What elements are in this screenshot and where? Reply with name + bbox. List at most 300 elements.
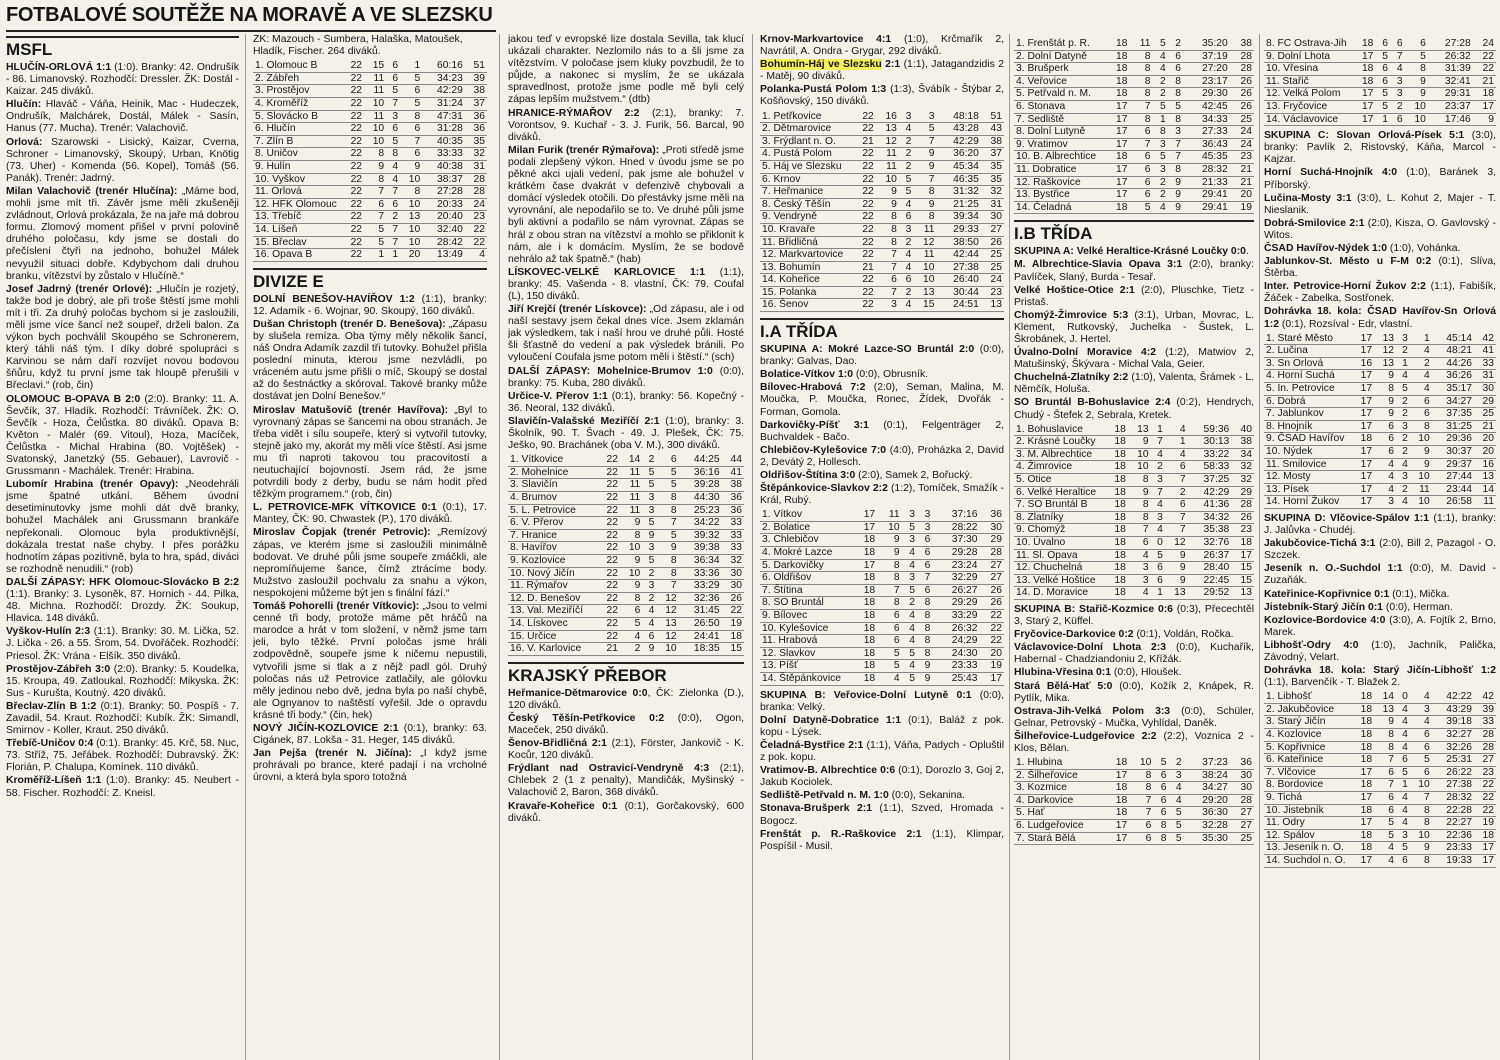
stat-cell: 3: [1152, 138, 1167, 151]
team-name-cell: 9. Kozlovice: [508, 554, 598, 567]
stat-cell: 21: [598, 643, 620, 656]
table-row: [508, 454, 744, 466]
article-paragraph: ČSAD Havířov-Nýdek 1:0 (1:0), Vohánka.: [1264, 243, 1461, 254]
stat-cell: 24: [981, 274, 1004, 287]
team-name-cell: 9. Chomýž: [1014, 524, 1105, 537]
stat-cell: 17: [853, 509, 877, 521]
table-row: [508, 466, 744, 479]
article-paragraph: L. PETROVICE-MFK VÍTKOVICE 0:1 (0:1), 17. Mantey, ČK: 90. Chwastek (P.), 170 diváků.: [253, 502, 487, 526]
stat-cell: 7: [1129, 138, 1152, 151]
table-row: [1264, 370, 1496, 383]
stat-cell: 6: [1374, 792, 1396, 805]
article-paragraph: Frýdlant nad Ostravicí-Vendryně 4:3 (2:1), Chlebek 2 (1 z penalty), Mandičák, Myšinský - Valachovič 2, Baron, 368 diváků.: [508, 763, 744, 799]
table-row: [760, 249, 1004, 262]
stat-cell: 24: [1230, 138, 1254, 151]
stat-cell: 3: [1390, 75, 1405, 88]
stat-cell: 8: [656, 554, 678, 567]
team-name-cell: 15. Určice: [508, 630, 598, 643]
stat-cell: 8: [1129, 113, 1152, 126]
stat-cell: 4: [386, 160, 400, 173]
stat-cell: 24:51: [936, 299, 980, 312]
stat-cell: 22: [598, 466, 620, 479]
article-paragraph: Stonava-Brušperk 2:1 (1:1), Szved, Hromada - Bogocz.: [760, 803, 1004, 827]
team-name-cell: 11. Smilovice: [1264, 458, 1352, 471]
stat-cell: 29:36: [1432, 433, 1474, 446]
stat-cell: 17: [1352, 333, 1374, 345]
team-name-cell: 7. Hranice: [508, 529, 598, 542]
stat-cell: 45:14: [1432, 333, 1474, 345]
stat-cell: 8: [917, 597, 932, 610]
stat-cell: 7: [1151, 436, 1165, 449]
stat-cell: 2: [1151, 461, 1165, 474]
team-name-cell: 14. Lískovec: [508, 617, 598, 630]
stat-cell: 42:44: [936, 249, 980, 262]
stat-cell: 9: [877, 534, 901, 547]
stat-cell: 4: [1165, 424, 1188, 436]
team-name-cell: 6. Stonava: [1014, 100, 1105, 113]
stat-cell: 17: [1105, 832, 1129, 845]
stat-cell: 9: [1410, 458, 1432, 471]
stat-cell: 29:37: [1432, 458, 1474, 471]
stat-cell: 3: [899, 111, 914, 123]
stat-cell: 3: [1128, 574, 1151, 587]
stat-cell: 42:45: [1183, 100, 1230, 113]
stat-cell: 8: [1410, 804, 1432, 817]
stat-cell: 26:50: [679, 617, 722, 630]
stat-cell: 18: [853, 584, 877, 597]
team-name-cell: 10. Nýdek: [1264, 446, 1352, 459]
table-row: [508, 554, 744, 567]
team-name-cell: 2. Mohelnice: [508, 466, 598, 479]
stat-cell: 22: [853, 236, 876, 249]
stat-cell: 15: [722, 643, 744, 656]
article-paragraph: SKUPINA C: Slovan Orlová-Písek 5:1 (3:0), branky: Pavlík 2, Ristovský, Káňa, Marcol - Kajzar.: [1264, 130, 1496, 166]
table-row: [1264, 357, 1496, 370]
stat-cell: 18: [853, 597, 877, 610]
col2-paras: [253, 294, 487, 785]
stat-cell: 6: [1168, 50, 1183, 63]
stat-cell: 34:23: [422, 72, 465, 85]
table-row: [253, 186, 487, 199]
stat-cell: 12: [656, 630, 678, 643]
stat-cell: 32:28: [1184, 820, 1230, 833]
stat-cell: 10: [1410, 433, 1432, 446]
article-paragraph: SKUPINA A: Velké Heraltice-Krásné Loučky 0:0.: [1014, 246, 1249, 258]
team-name-cell: 15. Polanka: [760, 286, 853, 299]
col4-paras3: [760, 690, 1004, 853]
stat-cell: 1: [1165, 436, 1188, 449]
stat-cell: 22: [853, 223, 876, 236]
stat-cell: 7: [876, 261, 899, 274]
section-title-ia-trida: I.A TŘÍDA: [760, 318, 1004, 342]
stat-cell: 22: [342, 173, 364, 186]
stat-cell: 11: [620, 479, 642, 492]
stat-cell: 5: [899, 186, 914, 199]
team-name-cell: 16. V. Karlovice: [508, 643, 598, 656]
article-paragraph: Darkovičky-Píšť 3:1 (0:1), Felgenträger 2, Buchvaldek - Bačo.: [760, 419, 1004, 443]
stat-cell: 34:22: [679, 517, 722, 530]
stat-cell: 16: [1474, 458, 1496, 471]
team-name-cell: 8. Dolní Lutyně: [1014, 126, 1105, 139]
stat-cell: 3: [899, 223, 914, 236]
stat-cell: 9: [877, 547, 901, 560]
stat-cell: 23: [981, 286, 1004, 299]
stat-cell: 23: [1230, 151, 1254, 164]
stat-cell: 27: [1474, 754, 1496, 767]
table-row: [1264, 446, 1496, 459]
stat-cell: 3: [1151, 474, 1165, 487]
table-row: [760, 148, 1004, 161]
stat-cell: 22: [598, 567, 620, 580]
article-paragraph: Dobrá-Smilovice 2:1 (2:0), Kisza, O. Gavlovský - Witos.: [1264, 217, 1496, 241]
article-paragraph: SKUPINA B: Veřovice-Dolní Lutyně 0:1 (0:0), branka: Velký.: [760, 689, 1004, 713]
stat-cell: 17: [1474, 855, 1496, 868]
team-name-cell: 4. Darkovice: [1014, 794, 1105, 807]
stat-cell: 29:28: [932, 547, 979, 560]
stat-cell: 17: [980, 673, 1005, 686]
stat-cell: 22: [598, 554, 620, 567]
stat-cell: 18: [853, 635, 877, 648]
stat-cell: 10: [1410, 829, 1432, 842]
stat-cell: 18: [1105, 807, 1129, 820]
team-name-cell: 4. Mokré Lazce: [760, 547, 853, 560]
stat-cell: 9: [1374, 408, 1396, 421]
team-name-cell: 5. Darkovičky: [760, 559, 853, 572]
stat-cell: 32:36: [679, 592, 722, 605]
stat-cell: 3: [902, 509, 917, 521]
table-row: [508, 542, 744, 555]
stat-cell: 7: [1374, 779, 1396, 792]
team-name-cell: 9. Bílovec: [760, 610, 853, 623]
stat-cell: 6: [1153, 769, 1168, 782]
stat-cell: 4: [1151, 524, 1165, 537]
stat-cell: 18: [1105, 50, 1129, 63]
stat-cell: 6: [400, 148, 422, 161]
stat-cell: 4: [642, 605, 656, 618]
stat-cell: 27:28: [1428, 38, 1473, 50]
stat-cell: 20:40: [422, 211, 465, 224]
stat-cell: 9: [1410, 446, 1432, 459]
stat-cell: 5: [1129, 201, 1152, 214]
article-paragraph: Sedliště-Petřvald n. M. 1:0 (0:0), Sekanina.: [760, 790, 966, 802]
stat-cell: 28:32: [1432, 792, 1474, 805]
stat-cell: 37:30: [932, 534, 979, 547]
stat-cell: 28: [465, 173, 487, 186]
team-name-cell: 13. Val. Meziříčí: [508, 605, 598, 618]
stat-cell: 35:38: [1188, 524, 1232, 537]
column-3: [508, 34, 744, 1060]
stat-cell: 8: [913, 186, 936, 199]
stat-cell: 18: [1352, 729, 1374, 742]
stat-cell: 39:38: [679, 542, 722, 555]
team-name-cell: 7. Štítina: [760, 584, 853, 597]
stat-cell: 2: [1168, 38, 1183, 50]
stat-cell: 6: [1153, 794, 1168, 807]
article-paragraph: Libhošť-Odry 4:0 (1:0), Jachník, Palička, Závodný, Velart.: [1264, 639, 1496, 663]
table-row: [1014, 807, 1254, 820]
table-row: [508, 617, 744, 630]
stat-cell: 35: [981, 173, 1004, 186]
standings-ib-skupina-a: [1014, 424, 1254, 600]
stat-cell: 8: [1374, 383, 1396, 396]
stat-cell: 26: [981, 236, 1004, 249]
stat-cell: 23: [465, 211, 487, 224]
table-row: [1014, 587, 1254, 600]
standings-ib-skupina-b-cont: [1264, 38, 1496, 126]
stat-cell: 5: [1374, 817, 1396, 830]
stat-cell: 18: [1105, 38, 1129, 50]
team-name-cell: 12. Mosty: [1264, 471, 1352, 484]
stat-cell: 4: [1165, 448, 1188, 461]
team-name-cell: 3. Sn Orlová: [1264, 357, 1352, 370]
article-paragraph: Kozlovice-Bordovice 4:0 (3:0), A. Fojtík 2, Brno, Marek.: [1264, 614, 1496, 638]
stat-cell: 6: [1375, 75, 1390, 88]
stat-cell: 11: [1129, 38, 1152, 50]
stat-cell: 32: [1231, 474, 1254, 487]
stat-cell: 5: [642, 554, 656, 567]
team-name-cell: 13. Bohumín: [760, 261, 853, 274]
stat-cell: 30: [981, 211, 1004, 224]
table-row: [253, 110, 487, 123]
team-name-cell: 14. Suchdol n. O.: [1264, 855, 1352, 868]
stat-cell: 21: [853, 135, 876, 148]
stat-cell: 13: [400, 211, 422, 224]
stat-cell: 10: [1410, 496, 1432, 509]
article-paragraph: Jakubčovice-Tichá 3:1 (2:0), Bill 2, Pazagol - O. Szczek.: [1264, 538, 1496, 562]
article-paragraph: Třebíč-Uničov 0:4 (0:1). Branky: 45. Krč, 58. Nuc, 73. Stříž, 75. Jeřábek. Rozhodčí: Dubravský. ŽK: Florián, P. Chalupa, Komínek. 110 diváků.: [6, 738, 239, 774]
stat-cell: 7: [1165, 524, 1188, 537]
standings-ia-skupina-b: [1014, 38, 1254, 214]
stat-cell: 9: [876, 198, 899, 211]
stat-cell: 22: [342, 236, 364, 249]
stat-cell: 20: [980, 647, 1005, 660]
stat-cell: 5: [1396, 766, 1410, 779]
stat-cell: 4: [899, 123, 914, 136]
stat-cell: 8: [1405, 63, 1428, 76]
article-paragraph: Oldřišov-Štítina 3:0 (2:0), Samek 2, Bořucký.: [760, 470, 973, 481]
stat-cell: 11: [364, 72, 386, 85]
stat-cell: 18: [1105, 448, 1128, 461]
table-row: [1264, 703, 1496, 716]
article-paragraph: Kroměříž-Líšeň 1:1 (1:0). Branky: 45. Neubert - 58. Fischer. Rozhodčí: Z. Kneisl.: [6, 775, 239, 799]
team-name-cell: 14. Štěpánkovice: [760, 673, 853, 686]
stat-cell: 30: [1230, 782, 1254, 795]
table-row: [1014, 100, 1254, 113]
page-header: [6, 4, 496, 32]
stat-cell: 8: [620, 592, 642, 605]
col1-paras: [6, 62, 239, 800]
stat-cell: 6: [877, 622, 901, 635]
article-paragraph: Heřmanice-Dětmarovice 0:0, ČK: Zielonka (D.), 120 diváků.: [508, 687, 744, 711]
team-name-cell: 10. Nový Jičín: [508, 567, 598, 580]
stat-cell: 4: [642, 617, 656, 630]
team-name-cell: 6. Krnov: [760, 173, 853, 186]
table-row: [1264, 458, 1496, 471]
article-paragraph: Josef Jadrný (trenér Orlové): „Hlučín je rozjetý, takže bod je dobrý, ale při troše štěstí jsme mohli mít i tři. Za druhý poločas bychom si je zasloužili, měli jsme více šancí než soupeř, drželi balon. Za výkon bych pochválil Skoupého se Schronerem, který táhli náš tým. I díky dobré spolupráci s Karvinou se nám daří rozvíjet novou bodovou šňůru, když tu první jsme tak hloupě přerušili v Břeclavi.“ (rob, čin): [6, 283, 239, 392]
article-paragraph: Vyškov-Hulín 2:3 (1:1). Branky: 30. M. Lička, 52. J. Lička - 26. a 55. Šrom, 54. Dvořáček. Rozhodčí: Priesol. ŽK: Vrána - Elšík. 350 diváků.: [6, 626, 239, 662]
col4-paras: [760, 34, 1004, 109]
stat-cell: 8: [913, 211, 936, 224]
stat-cell: 9: [620, 554, 642, 567]
stat-cell: 4: [877, 673, 901, 686]
stat-cell: 10: [1410, 779, 1432, 792]
stat-cell: 4: [1410, 716, 1432, 729]
table-row: [1014, 549, 1254, 562]
stat-cell: 2: [1168, 757, 1183, 769]
stat-cell: 36:34: [679, 554, 722, 567]
stat-cell: 4: [899, 299, 914, 312]
table-row: [1264, 804, 1496, 817]
article-paragraph: Inter. Petrovice-Horní Žukov 2:2 (1:1), Fabišík, Žáček - Zabelka, Sostřonek.: [1264, 281, 1496, 305]
stat-cell: 4: [1374, 471, 1396, 484]
team-name-cell: 16. Šenov: [760, 299, 853, 312]
article-paragraph: Hlučín: Hlaváč - Váňa, Heinik, Mac - Hudeczek, Ondrušík, Malchárek, Dostál, Málek - Sasín, Hanus (77. Mucha). Trenér: Valachovič.: [6, 99, 239, 135]
table-row: [1264, 63, 1496, 76]
stat-cell: 17: [1352, 420, 1374, 433]
table-row: [253, 123, 487, 136]
team-name-cell: 7. Jablunkov: [1264, 408, 1352, 421]
stat-cell: 2: [1396, 345, 1410, 358]
stat-cell: 36: [1230, 757, 1254, 769]
stat-cell: 4: [620, 630, 642, 643]
stat-cell: 37:23: [1184, 757, 1230, 769]
stat-cell: 31:28: [422, 123, 465, 136]
stat-cell: 44:26: [1432, 357, 1474, 370]
stat-cell: 18: [853, 572, 877, 585]
stat-cell: 7: [1151, 486, 1165, 499]
stat-cell: 5: [1152, 38, 1167, 50]
stat-cell: 21: [853, 261, 876, 274]
stat-cell: 8: [364, 148, 386, 161]
stat-cell: 37: [465, 97, 487, 110]
stat-cell: 26: [980, 597, 1005, 610]
stat-cell: 46:35: [936, 173, 980, 186]
stat-cell: 26:27: [932, 584, 979, 597]
table-row: [760, 123, 1004, 136]
table-row: [1264, 483, 1496, 496]
stat-cell: 11: [620, 491, 642, 504]
team-name-cell: 6. Oldřišov: [760, 572, 853, 585]
stat-cell: 6: [1374, 420, 1396, 433]
stat-cell: 8: [1410, 817, 1432, 830]
article-paragraph: DALŠÍ ZÁPASY: HFK Olomouc-Slovácko B 2:2 (1:1). Branky: 3. Lysoněk, 87. Hornich - 44. Pilka, 48. Michna. Rozhodčí: Drozdy. ŽK: Soukup, Hlavica. 148 diváků.: [6, 576, 239, 625]
stat-cell: 9: [1168, 189, 1183, 202]
stat-cell: 18: [1352, 75, 1375, 88]
stat-cell: 1: [1151, 424, 1165, 436]
stat-cell: 24:41: [679, 630, 722, 643]
stat-cell: 8: [1129, 63, 1152, 76]
stat-cell: 2: [1396, 433, 1410, 446]
stat-cell: 29:41: [1183, 189, 1230, 202]
team-name-cell: 9. Vratimov: [1014, 138, 1105, 151]
stat-cell: 10: [400, 198, 422, 211]
stat-cell: 5: [1375, 88, 1390, 101]
stat-cell: 8: [1129, 782, 1153, 795]
team-name-cell: 4. Žimrovice: [1014, 461, 1105, 474]
team-name-cell: 11. Stařič: [1264, 75, 1352, 88]
stat-cell: 4: [1396, 496, 1410, 509]
stat-cell: 3: [1396, 420, 1410, 433]
stat-cell: 20: [400, 249, 422, 262]
stat-cell: 5: [877, 660, 901, 673]
stat-cell: 4: [1151, 448, 1165, 461]
stat-cell: 18: [722, 630, 744, 643]
stat-cell: 6: [400, 85, 422, 98]
stat-cell: 22: [1474, 779, 1496, 792]
stat-cell: 8: [877, 597, 901, 610]
stat-cell: 22: [342, 110, 364, 123]
stat-cell: 9: [1473, 113, 1496, 126]
stat-cell: 18: [1105, 436, 1128, 449]
stat-cell: 8: [877, 559, 901, 572]
stat-cell: 2: [620, 643, 642, 656]
stat-cell: 3: [642, 504, 656, 517]
stat-cell: 7: [386, 97, 400, 110]
table-row: [253, 135, 487, 148]
stat-cell: 4: [902, 559, 917, 572]
table-row: [508, 504, 744, 517]
table-row: [760, 559, 1004, 572]
stat-cell: 4: [1374, 483, 1396, 496]
stat-cell: 8: [1129, 769, 1153, 782]
stat-cell: 18: [1352, 703, 1374, 716]
article-paragraph: Chuchelná-Zlatníky 2:2 (1:0), Valenta, Šrámek - L. Němčík, Holuša.: [1014, 372, 1254, 396]
stat-cell: 13: [1374, 333, 1396, 345]
team-name-cell: 10. Vřesina: [1264, 63, 1352, 76]
table-row: [1264, 38, 1496, 50]
stat-cell: 34:27: [1432, 395, 1474, 408]
stat-cell: 42: [1474, 691, 1496, 703]
stat-cell: 35:17: [1432, 383, 1474, 396]
table-row: [508, 630, 744, 643]
stat-cell: 3: [902, 572, 917, 585]
stat-cell: 11: [364, 85, 386, 98]
stat-cell: 7: [876, 249, 899, 262]
stat-cell: 27:44: [1432, 471, 1474, 484]
stat-cell: 39:32: [679, 529, 722, 542]
table-row: [508, 479, 744, 492]
stat-cell: 7: [1374, 754, 1396, 767]
article-paragraph: Bohumín-Háj ve Slezsku 2:1 (1:1), Jatagandzidis 2 - Matěj, 90 diváků.: [760, 59, 1004, 83]
stat-cell: 29:30: [1183, 88, 1230, 101]
stat-cell: 31:39: [1428, 63, 1473, 76]
stat-cell: 17: [1352, 50, 1375, 63]
stat-cell: 42:29: [422, 85, 465, 98]
stat-cell: 22: [598, 454, 620, 466]
stat-cell: 8: [1152, 126, 1167, 139]
article-paragraph: HLUČÍN-ORLOVÁ 1:1 (1:0). Branky: 42. Ondrušík - 86. Limanovský. Rozhodčí: Dressler. ŽK: Dostál - Kaizar. 245 diváků.: [6, 62, 239, 98]
stat-cell: 13: [1231, 587, 1254, 600]
stat-cell: 6: [1128, 536, 1151, 549]
team-name-cell: 7. Sedliště: [1014, 113, 1105, 126]
stat-cell: 26:32: [1428, 50, 1473, 63]
stat-cell: 28: [1230, 50, 1254, 63]
team-name-cell: 4. Veřovice: [1014, 75, 1105, 88]
team-name-cell: 14. Líšeň: [253, 223, 342, 236]
stat-cell: 6: [1396, 754, 1410, 767]
stat-cell: 22: [598, 630, 620, 643]
table-row: [1264, 792, 1496, 805]
stat-cell: 6: [876, 274, 899, 287]
column-5: [1014, 34, 1254, 1060]
stat-cell: 9: [364, 160, 386, 173]
stat-cell: 36: [722, 504, 744, 517]
stat-cell: 36:30: [1184, 807, 1230, 820]
stat-cell: 30: [980, 521, 1005, 534]
stat-cell: 7: [364, 211, 386, 224]
stat-cell: 22: [342, 211, 364, 224]
team-name-cell: 3. Slavičín: [508, 479, 598, 492]
